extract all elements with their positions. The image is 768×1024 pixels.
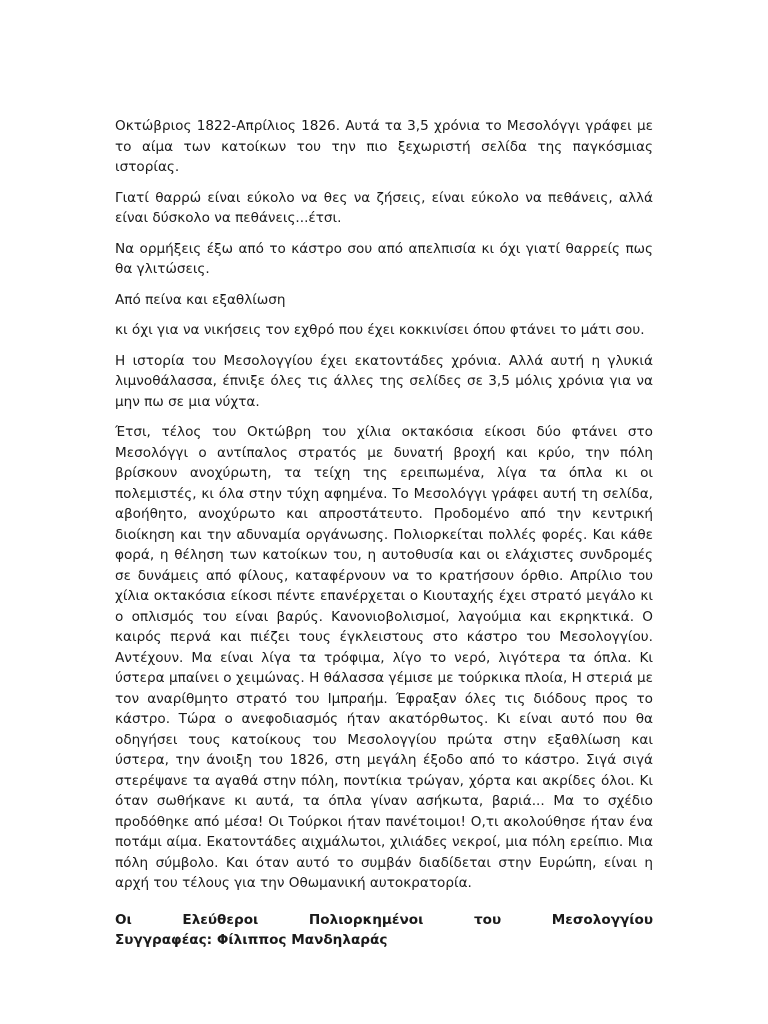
book-title-word: του xyxy=(473,911,502,928)
document-page xyxy=(115,116,653,951)
paragraph-lagoon: Η ιστορία του Μεσολογγίου έχει εκατοντάδες χρόνια. Αλλά αυτή η γλυκιά λιμνοθάλασσα, έπνιξε όλες τις άλλες της σελίδες σε 3,5 μόλις χρόνια για να μην πω σε μια νύχτα. xyxy=(115,352,653,410)
book-title-word: Μεσολογγίου xyxy=(551,911,654,928)
paragraph-enemy: κι όχι για να νικήσεις τον εχθρό που έχει κοκκινίσει όπου φτάνει το μάτι σου. xyxy=(115,322,645,338)
book-title-word: Ελεύθεροι xyxy=(182,911,259,928)
book-title xyxy=(115,910,653,931)
author-line: Συγγραφέας: Φίλιππος Μανδηλαράς xyxy=(115,932,388,948)
paragraph-courage: Γιατί θαρρώ είναι εύκολο να θες να ζήσεις, είναι εύκολο να πεθάνεις, αλλά είναι δύσκολο να πεθάνεις...έτσι. xyxy=(115,189,653,226)
paragraph-despair: Να ορμήξεις έξω από το κάστρο σου από απελπισία κι όχι γιατί θαρρείς πως θα γλιτώσεις. xyxy=(115,240,653,277)
book-title-word: Οι xyxy=(115,911,132,928)
paragraph-siege-history: Έτσι, τέλος του Οκτώβρη του χίλια οκτακόσια είκοσι δύο φτάνει στο Μεσολόγγι ο αντίπαλος στρατός με δυνατή βροχή και κρύο, την πόλη βρίσκουν ανοχύρωτη, τα τείχη της ερειπωμένα, λίγα τα όπλα κι οι πολεμιστές, κι όλα στην τύχη αφημένα. Το Μεσολόγγι γράφει αυτή τη σελίδα, αβοήθητο, ανοχύρωτο και απροστάτευτο. Προδομένο από την κεντρική διοίκηση και την αδυναμία οργάνωσης. Πολιορκείται πολλές φορές. Και κάθε φορά, η θέληση των κατοίκων του, η αυτοθυσία και οι ελάχιστες συνδρομές σε δυνάμεις από φίλους, καταφέρνουν να το κρατήσουν όρθιο. Απρίλιο του χίλια οκτακόσια είκοσι πέντε επανέρχεται ο Κιουταχής έχει στρατό μεγάλο κι ο οπλισμός του είναι βαρύς. Κανονιοβολισμοί, λαγούμια και εκρηκτικά. Ο καιρός περνά και πιέζει τους έγκλειστους στο κάστρο του Μεσολογγίου. Αντέχουν. Μα είναι λίγα τα τρόφιμα, λίγο το νερό, λιγότερα τα όπλα. Κι ύστερα μπαίνει ο χειμώνας. Η θάλασσα γέμισε με τούρκικα πλοία, Η στεριά με τον αναρίθμητο στρατό του Ιμπραήμ. Έφραξαν όλες τις διόδους προς το κάστρο. Τώρα ο ανεφοδιασμός ήταν ακατόρθωτος. Κι είναι αυτό που θα οδηγήσει τους κατοίκους του Μεσολογγίου πρώτα στην εξαθλίωση και ύστερα, την άνοιξη του 1826, στη μεγάλη έξοδο από το κάστρο. Σιγά σιγά στερέψανε τα αγαθά στην πόλη, ποντίκια τρώγαν, χόρτα και ακρίδες όλοι. Κι όταν σωθήκανε κι αυτά, τα όπλα γίναν ασήκωτα, βαριά... Μα το σχέδιο προδόθηκε από μέσα! Οι Τούρκοι ήταν πανέτοιμοι! Ο,τι ακολούθησε ήταν ένα ποτάμι αίμα. Εκατοντάδες αιχμάλωτοι, χιλιάδες νεκροί, μια πόλη ερείπιο. Μια πόλη σύμβολο. Και όταν αυτό το συμβάν διαδίδεται στην Ευρώπη, είναι η αρχή του τέλους για την Οθωμανική αυτοκρατορία. xyxy=(115,424,653,891)
document-footer xyxy=(115,910,653,951)
paragraph-intro: Οκτώβριος 1822-Απρίλιος 1826. Αυτά τα 3,5 χρόνια το Μεσολόγγι γράφει με το αίμα των κατοίκων του την πιο ξεχωριστή σελίδα της παγκόσμιας ιστορίας. xyxy=(115,118,653,175)
book-title-word: Πολιορκημένοι xyxy=(308,911,424,928)
paragraph-hunger: Από πείνα και εξαθλίωση xyxy=(115,291,286,308)
